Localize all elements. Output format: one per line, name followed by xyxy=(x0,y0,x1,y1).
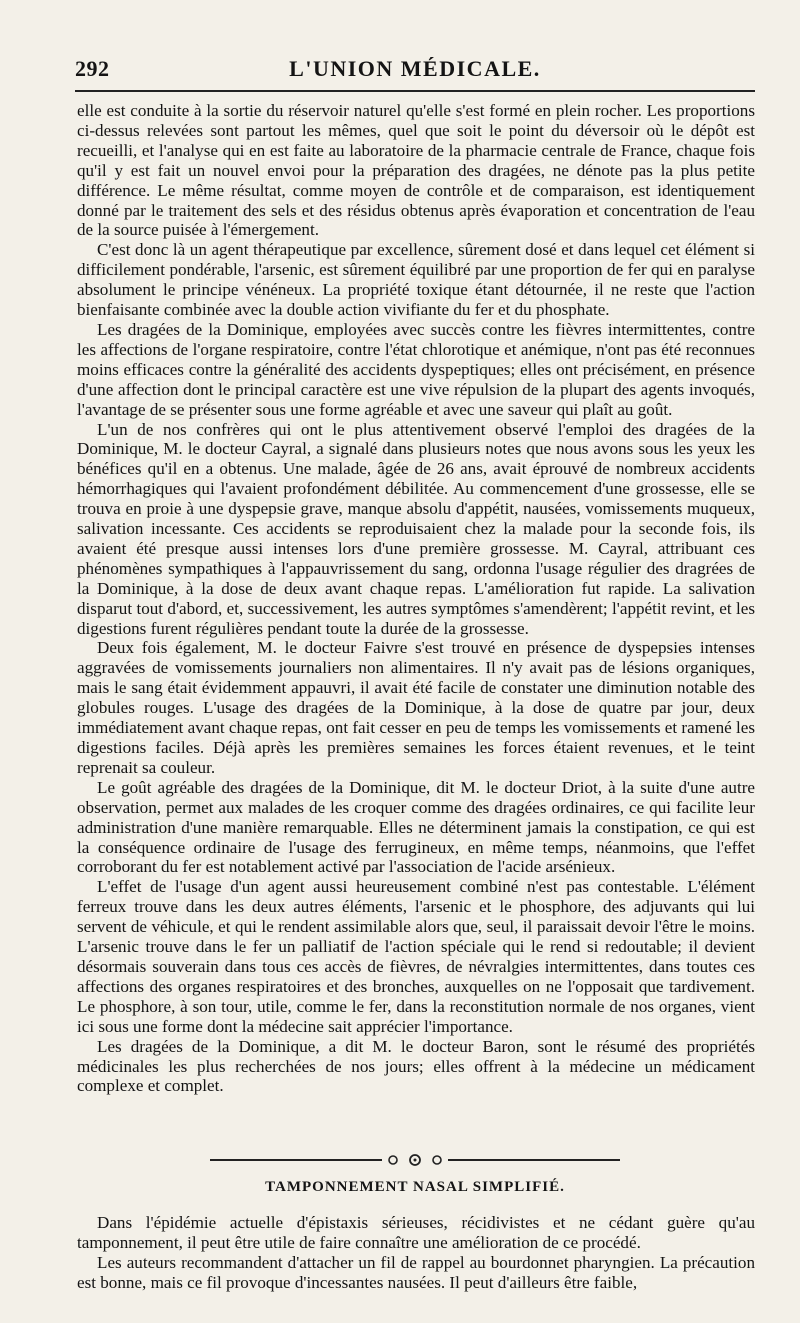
paragraph: Dans l'épidémie actuelle d'épistaxis sérieuses, récidivistes et ne cédant guère qu'au tamponnement, il peut être utile de faire connaître une amélioration de ce procédé. xyxy=(77,1213,755,1252)
paragraph: L'un de nos confrères qui ont le plus attentivement observé l'emploi des dragées de la Dominique, M. le docteur Cayral, a signalé dans plusieurs notes que nous avons sous les yeux les bénéfices qu'il en a obtenus. Une malade, âgée de 26 ans, avait éprouvé de nombreux accidents hémorrhagiques qui l'avaient profondément débilitée. Au commencement d'une grossesse, elle se trouva en proie à une dyspepsie grave, manque absolu d'appétit, nausées, vomissements muqueux, salivation incessante. Ces accidents se reproduisaient chez la malade pour la seconde fois, ils avaient été presque aussi intenses lors d'une première grossesse. M. Cayral, attribuant ces phénomènes sympathiques à l'appauvrissement du sang, ordonna l'usage régulier des dragrées de la Dominique, à la dose de deux avant chaque repas. L'amélioration fut rapide. La salivation disparut tout d'abord, et, successivement, les autres symptômes s'amendèrent; l'appétit revint, et les digestions furent régulières pendant toute la durée de la grossesse. xyxy=(77,419,755,638)
running-title: L'UNION MÉDICALE. xyxy=(289,56,541,81)
page-number: 292 xyxy=(75,56,110,81)
paragraph: Deux fois également, M. le docteur Faivre s'est trouvé en présence de dyspepsies intenses aggravées de vomissements journaliers non alimentaires. Il n'y avait pas de lésions organiques, mais le sang était évidemment appauvri, il avait été facile de constater une diminution notable des globules rouges. L'usage des dragées de la Dominique, à la dose de quatre par jour, deux immédiatement avant chaque repas, ont fait cesser en peu de temps les vomissements et ramené les digestions faciles. Déjà après les premières semaines les forces étaient revenues, et le teint reprenait sa couleur. xyxy=(77,638,755,777)
section-title: TAMPONNEMENT NASAL SIMPLIFIÉ. xyxy=(265,1179,565,1195)
section-divider-ornament xyxy=(210,1153,620,1167)
section-body xyxy=(77,1213,755,1293)
paragraph: Les auteurs recommandent d'attacher un fil de rappel au bourdonnet pharyngien. La précaution est bonne, mais ce fil provoque d'incessantes nausées. Il peut d'ailleurs être faible, xyxy=(77,1252,755,1292)
paragraph: C'est donc là un agent thérapeutique par excellence, sûrement dosé et dans lequel cet élément si difficilement pondérable, l'arsenic, est sûrement équilibré par une proportion de fer qui en paralyse absolument le principe vénéneux. La propriété toxique étant détournée, il ne reste que l'action bienfaisante combinée avec la double action vivifiante du fer et du phosphate. xyxy=(77,240,755,320)
article-body xyxy=(77,101,755,1096)
paragraph: Les dragées de la Dominique, a dit M. le docteur Baron, sont le résumé des propriétés médicinales les plus recherchées de nos jours; elles offrent à la médecine un médicament complexe et complet. xyxy=(77,1036,755,1096)
paragraph: Les dragées de la Dominique, employées avec succès contre les fièvres intermittentes, contre les affections de l'organe respiratoire, contre l'état chlorotique et anémique, n'ont pas été reconnues moins efficaces contre la généralité des accidents dyspeptiques; elles ont précisément, en présence d'une affection dont le principal caractère est une vive répulsion de la plupart des agents invoqués, l'avantage de se présenter sous une forme agréable et avec une saveur qui plaît au goût. xyxy=(77,319,755,419)
page-header xyxy=(75,52,755,86)
header-rule xyxy=(75,90,755,92)
paragraph: Le goût agréable des dragées de la Dominique, dit M. le docteur Driot, à la suite d'une autre observation, permet aux malades de les croquer comme des dragées ordinaires, ce qui facilite leur administration d'une manière remarquable. Elles ne déterminent jamais la constipation, ce qui est la conséquence ordinaire de l'usage des ferrugineux, en même temps, néanmoins, que l'effet corroborant du fer est notablement activé par l'association de l'acide arsénieux. xyxy=(77,777,755,877)
paragraph: elle est conduite à la sortie du réservoir naturel qu'elle s'est formé en plein rocher. Les proportions ci-dessus relevées sont partout les mêmes, quel que soit le point du déversoir où le dépôt est recueilli, et l'analyse qui en est faite au laboratoire de la pharmacie centrale de France, chaque fois qu'il y est fait un nouvel envoi pour la préparation des dragées, ne dénote pas la plus petite différence. Le même résultat, comme moyen de contrôle et de comparaison, est identiquement donné par le traitement des sels et des résidus obtenus après évaporation et concentration de l'eau de la source puisée à l'émergement. xyxy=(77,101,755,240)
paragraph: L'effet de l'usage d'un agent aussi heureusement combiné n'est pas contestable. L'élément ferreux trouve dans les deux autres éléments, l'arsenic et le phosphore, des adjuvants qui lui servent de véhicule, et qui le rendent assimilable alors que, seul, il paraissait devoir l'être le moins. L'arsenic trouve dans le fer un palliatif de l'action spéciale qui le rend si redoutable; il devient désormais souverain dans tous ces accès de fièvres, de névralgies intermittentes, dans toutes ces affections des organes respiratoires et des bronches, auxquelles on ne l'opposait que tardivement. Le phosphore, à son tour, utile, comme le fer, dans la reconstitution normale de nos organes, vient ici sous une forme dont la médecine sait apprécier l'importance. xyxy=(77,877,755,1036)
